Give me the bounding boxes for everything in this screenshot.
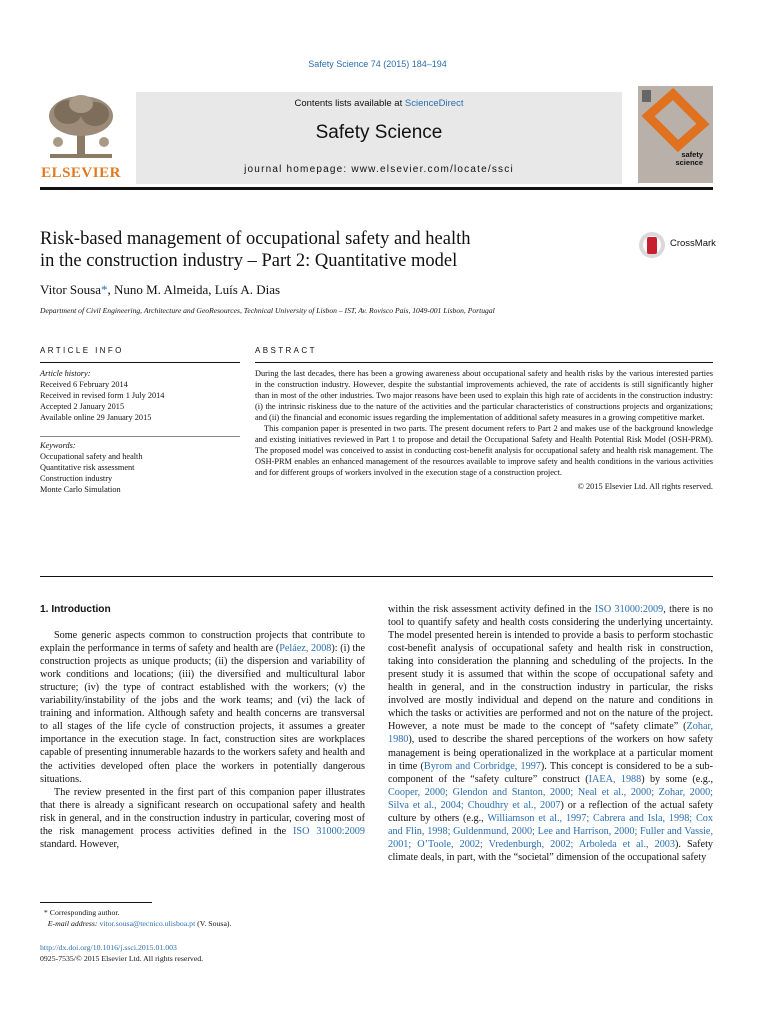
history-item: Received in revised form 1 July 2014 [40, 391, 165, 400]
keywords-label: Keywords: [40, 441, 76, 450]
body-column-left [40, 603, 365, 851]
crossmark-label: CrossMark [670, 238, 716, 249]
cover-label-line-2: science [675, 158, 703, 167]
body-paragraph [388, 603, 713, 864]
history-divider [40, 436, 240, 437]
abstract-paragraph-1: During the last decades, there has been a growing awareness about occupational safety and health risks by the various interested parties in the construction industry. However, despite the substantial improvements achieved, the rate of accidents is still significantly higher than in most of the other industries. Two major reasons have been used to explain this high rate of accidents in the construction industry: (i) the intrinsic riskiness due to the nature of the activities and the particular characteristics of constructions projects and organizations; and (ii) the financial and economic issues regarding the implementation of additional safety measures in a growing competitive market. [255, 369, 713, 422]
history-item: Accepted 2 January 2015 [40, 402, 125, 411]
keywords [40, 440, 240, 495]
contents-prefix: Contents lists available at [294, 98, 405, 109]
journal-title: Safety Science [315, 122, 443, 143]
email-suffix: (V. Sousa). [195, 919, 232, 928]
other-authors: , Nuno M. Almeida, Luís A. Dias [107, 282, 281, 297]
publication-meta [40, 942, 370, 964]
journal-reference[interactable]: Safety Science 74 (2015) 184–194 [308, 59, 447, 69]
citation-link[interactable]: Peláez, 2008 [279, 643, 332, 655]
citation-link[interactable]: Byrom and Corbridge, 1997 [423, 760, 541, 772]
keyword-item: Construction industry [40, 474, 113, 483]
footnotes [40, 907, 370, 929]
article-title [40, 228, 580, 272]
body-text: ). This concept is considered to be a sub-component of the “safety culture” construct ( [388, 760, 713, 785]
body-text: ): (i) the construction projects as unique products; (ii) the dispersion and variability of work conditions and locations; (iii) the diversified and multicultural labor structure; (iv) the type of contract established with the workers; (v) the variability/instability of the jobs and the work teams; and (vi) the lack of training and information. Although safety and health concerns are transversal to all stages of the life cycle of construction projects, it assumes a greater importance in the execution stage. In fact, construction sites are workplaces capable of presenting innumerable hazards to the workers safety and health and the activities developed often place the workers in potentially dangerous situations. [40, 643, 365, 785]
keyword-item: Quantitative risk assessment [40, 463, 135, 472]
corresponding-footnote [40, 907, 370, 918]
citation-link[interactable]: ISO 31000:2009 [293, 825, 365, 837]
body-text: ), used to describe the shared perceptions of the workers on how safety management is being operationalized in the workplace at a particular moment in time ( [388, 734, 713, 772]
citation-link[interactable]: Zohar, 1980 [388, 721, 713, 746]
citation-link[interactable]: IAEA, 1988 [588, 773, 642, 785]
email-footnote [40, 918, 370, 929]
corresponding-label: Corresponding author. [49, 908, 120, 917]
body-paragraph [40, 786, 365, 851]
cover-label [675, 151, 703, 167]
keyword-item: Monte Carlo Simulation [40, 485, 121, 494]
contents-line [136, 98, 622, 109]
issn-line: 0925-7535/© 2015 Elsevier Ltd. All rights reserved. [40, 954, 204, 963]
section-heading: 1. Introduction [40, 604, 111, 615]
email-link[interactable]: vitor.sousa@tecnico.ulisboa.pt [99, 919, 196, 928]
author-list [40, 282, 280, 298]
citation-link[interactable]: Williamson et al., 1997; Cabrera and Isla, 1998; Cox and Flin, 1998; Guldenmund, 2000; Lee and Harrison, 2000; Fuller and Vassie, 2001; O’Toole, 2002; Vredenburgh, 2002; Arboleda et al., 2003 [388, 812, 713, 850]
citation-link[interactable]: ISO 31000:2009 [594, 604, 664, 615]
header-rule [40, 187, 713, 190]
abstract-rule [255, 362, 713, 363]
footnote-mark: * [43, 908, 48, 917]
body-text: standard. However, [40, 838, 120, 850]
footnote-rule [40, 902, 152, 903]
affiliation: Department of Civil Engineering, Architecture and GeoResources, Technical University of Lisbon – IST, Av. Rovisco Pais, 1049-001 Lisbon, Portugal [40, 306, 495, 315]
body-text: within the risk assessment activity defined in the [388, 604, 595, 615]
body-text: The review presented in the first part of this companion paper illustrates that there is already a significant research on occupational safety and health risk in general, and in the construction industry in particular, covering most of the risk management process activities defined in the [40, 786, 365, 837]
homepage-prefix: journal homepage: [244, 164, 352, 175]
abstract-text [255, 368, 713, 492]
body-text: Some generic aspects common to construction projects that contribute to explain the performance in terms of safety and health are ( [40, 630, 365, 655]
homepage-link[interactable]: www.elsevier.com/locate/ssci [351, 164, 514, 175]
doi-link[interactable]: http://dx.doi.org/10.1016/j.ssci.2015.01.003 [40, 943, 177, 952]
body-text: ) by some (e.g., [641, 773, 713, 785]
article-info-heading: ARTICLE INFO [40, 346, 124, 355]
history-item: Received 6 February 2014 [40, 380, 128, 389]
abstract-heading: ABSTRACT [255, 346, 317, 355]
abstract-paragraph-2: This companion paper is presented in two parts. The present document refers to Part 2 and makes use of the background knowledge and existing initiatives reviewed in Part 1 to propose and detail the Occupational Safety and Health Potential Risk Model (OSH-PRM). The proposed model was conceived to assist in conducting cost-benefit analysis for occupational safety and health risk management. The OSH-PRM enables an enhanced management of the resources available to improve safety and health conditions in the various activities and for different groups of workers involved in the execution stage of a construction project. [255, 424, 713, 477]
publisher-name: ELSEVIER [41, 165, 121, 181]
article-title-line-2: in the construction industry – Part 2: Quantitative model [40, 251, 458, 271]
email-label: E-mail address: [47, 919, 100, 928]
article-info-rule [40, 362, 240, 363]
author-sousa: Vitor Sousa [40, 282, 101, 297]
history-label: Article history: [40, 369, 91, 378]
citation-link[interactable]: Cooper, 2000; Glendon and Stanton, 2000; Neal et al., 2000; Zohar, 2000; Silva et al., 2004; Choudhry et al., 2007 [388, 786, 713, 811]
body-text: ) or a reflection of the actual safety culture by others (e.g., [388, 799, 713, 824]
journal-cover-image [638, 86, 713, 183]
crossmark-button[interactable] [638, 230, 718, 260]
corresponding-author-mark[interactable]: * [100, 282, 108, 297]
copyright-line: © 2015 Elsevier Ltd. All rights reserved. [577, 482, 713, 491]
body-paragraph [40, 629, 365, 786]
crossmark-icon [638, 230, 666, 260]
body-rule [40, 576, 713, 577]
body-text: , there is no tool to quantify safety and health costs considering the underlying uncertainty. The model presented herein is intended to provide a basis to perform stochastic cost-benefit analysis of occupational safety and health risk in construction, taking into consideration the planning and scheduling of the projects. In the present study it is assumed that within the scope of occupational safety and health in general, and in the construction industry in particular, the risks involved are mostly individual and depend on the nature and conditions in which the tasks or activities are performed and not on the nature of the project. However, a note must be made to the concept of “safety climate” ( [388, 604, 713, 733]
sciencedirect-link[interactable]: ScienceDirect [404, 98, 464, 109]
history-item: Available online 29 January 2015 [40, 413, 152, 422]
body-text: ). Safety climate deals, in part, with the “societal” dimension of the occupational safety [388, 838, 713, 863]
journal-header [136, 92, 622, 184]
article-history [40, 368, 240, 423]
journal-homepage [136, 164, 622, 175]
body-column-right [388, 603, 713, 864]
keyword-item: Occupational safety and health [40, 452, 143, 461]
cover-label-line-1: safety [681, 150, 703, 159]
article-title-line-1: Risk-based management of occupational safety and health [40, 229, 471, 249]
